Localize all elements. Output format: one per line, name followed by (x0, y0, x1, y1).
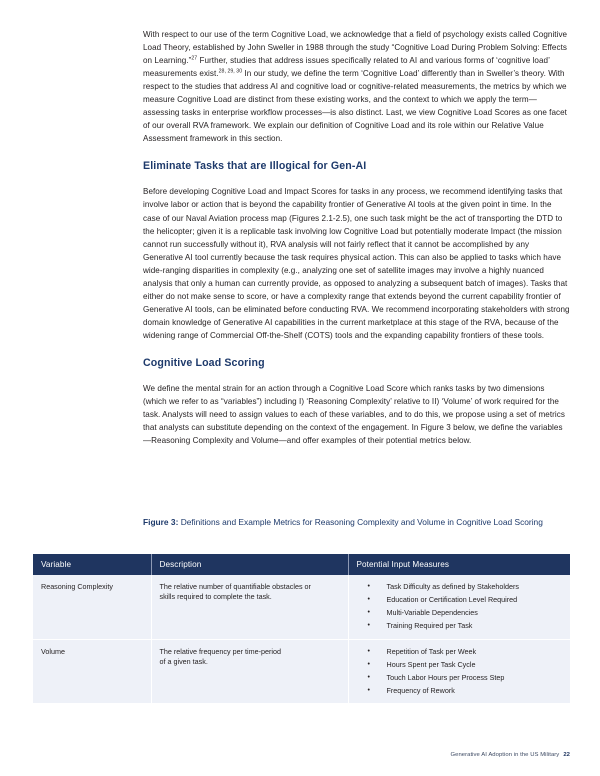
paragraph-cognitive-load-scoring: We define the mental strain for an action through a Cognitive Load Score which ranks tasks by two dimensions (which we refer to as “variables”) including I) ‘Reasoning Complexity’ relative to II) ‘Volume’ of work required for the task. Analysts will need to assign values to each of these variables, and to do this, we propose using a set of metrics that analysts can substitute depending on the context of the engagement. In Figure 3 below, we define the variables—Reasoning Complexity and Volume—and offer examples of their potential metrics below. (143, 383, 565, 446)
bullet-icon: • (367, 583, 370, 590)
table-header-row (33, 554, 570, 575)
bullet-icon: • (367, 621, 370, 629)
cell-description (151, 639, 348, 703)
para-part-text: With respect to our use of the term Cognitive Load, we acknowledge that a field of psychology exists called Cognitive Load Theory, established by John Sweller in 1988 through the study “Cognitive Load During Problem Solving: Effects on Learning.” (143, 30, 568, 66)
paragraph-cognitive-load-theory (143, 28, 570, 145)
bullet-icon: • (367, 647, 370, 655)
list-item (368, 582, 563, 592)
footnote-ref-28-29-30: 28, 29, 30 (218, 68, 243, 75)
paragraph-eliminate-tasks: Before developing Cognitive Load and Impact Scores for tasks in any process, we recommend identifying tasks that involve labor or action that is beyond the capability frontier of Generative AI tools at the given point in time. In the case of our Naval Aviation process map (Figures 2.1-2.5), one such task might be the act of transporting the DTD to the helicopter; given it is a replicable task involving low Cognitive Load but potentially moderate Impact (the mission cannot run successfully without it), RVA analysis will not fairly reflect that it cannot be accomplished by any Generative AI tool currently because the task requires physical action. This can also be applied to tasks which have wide-ranging disparities in complexity (e.g., analyzing one set of satellite images may involve a highly nuanced analysis that only a human can currently provide, as opposed to analyzing a subsequent batch of images). Tasks that either do not make sense to score, or have a complexity range that extends beyond the current capability frontier of Generative AI tools, can be eliminated before conducting RVA. We recommend incorporating stakeholders with strong domain knowledge of Generative AI capabilities in the current marketplace at this stage of the RVA, because of the widening range of Commercial Off-the-Shelf (COTS) tools and the expanding capability frontiers of these tools. (143, 187, 570, 340)
list-item (368, 621, 563, 631)
table-row (33, 575, 570, 639)
section-heading-cognitive-load-scoring: Cognitive Load Scoring (143, 356, 265, 369)
figure-3-table (33, 554, 570, 703)
list-item (368, 686, 563, 696)
page-footer (450, 752, 570, 758)
list-item (368, 595, 563, 605)
section-eliminate-tasks (143, 159, 570, 342)
cell-description (151, 575, 348, 639)
bullet-icon: • (367, 686, 370, 694)
section-heading-eliminate-tasks: Eliminate Tasks that are Illogical for Gen-AI (143, 160, 367, 173)
table-row (33, 639, 570, 703)
measure-label: Repetition of Task per Week (386, 646, 477, 656)
description-line: of a given task. (159, 656, 208, 666)
measures-list (357, 647, 563, 696)
measures-list (357, 582, 563, 631)
description-line: skills required to complete the task. (159, 592, 272, 602)
list-item (368, 647, 563, 657)
measure-label: Touch Labor Hours per Process Step (386, 672, 505, 682)
measure-label: Hours Spent per Task Cycle (386, 659, 476, 669)
description-line: The relative frequency per time-period (159, 646, 281, 656)
cell-variable: Reasoning Complexity (33, 575, 151, 639)
measure-label: Education or Certification Level Required (386, 594, 518, 604)
description-line: The relative number of quantifiable obstacles or (159, 582, 311, 591)
bullet-icon: • (367, 608, 370, 616)
cell-measures (348, 639, 570, 703)
cell-variable: Volume (33, 639, 151, 703)
column-header-description: Description (151, 554, 348, 575)
measure-label: Task Difficulty as defined by Stakeholders (386, 582, 520, 591)
column-header-variable: Variable (33, 554, 151, 575)
measure-label: Multi-Variable Dependencies (386, 607, 478, 617)
figure-caption-text: Definitions and Example Metrics for Reasoning Complexity and Volume in Cognitive Load Scoring (178, 517, 543, 527)
measure-label: Training Required per Task (386, 620, 473, 630)
footer-page-number: 22 (563, 752, 570, 758)
bullet-icon: • (367, 660, 370, 668)
footer-title: Generative AI Adoption in the US Military (450, 752, 560, 758)
measure-label: Frequency of Rework (386, 685, 455, 695)
table-header (33, 554, 570, 575)
cell-measures (348, 575, 570, 639)
para-part-text: In our study, we define the term ‘Cognitive Load’ differently than in Sweller’s theory. With respect to the studies that address AI and cognitive load or cognitive-related measurements, the metrics by which we measure Cognitive Load are distinct from these existing works, and the context to which we apply the term—assessing tasks in enterprise workflow processes—is also distinct. Last, we view Cognitive Load Scores as one facet of our overall RVA framework. We explain our definition of Cognitive Load and its role within our Relative Value Assessment framework in this section. (143, 69, 567, 144)
bullet-icon: • (367, 673, 370, 681)
figure-caption (143, 517, 570, 528)
column-header-potential-input-measures: Potential Input Measures (348, 554, 570, 575)
text-column (143, 28, 570, 461)
footnote-ref-27: 27 (191, 55, 198, 62)
list-item (368, 608, 563, 618)
list-item (368, 673, 563, 683)
table-body (33, 575, 570, 703)
bullet-icon: • (367, 595, 370, 603)
figure-label: Figure 3: (143, 517, 179, 527)
section-cognitive-load-scoring (143, 356, 570, 447)
list-item (368, 660, 563, 670)
para-part-text: Further, studies that address issues specifically related to AI and various forms of ‘cognitive load’ measurements exist. (143, 56, 550, 79)
